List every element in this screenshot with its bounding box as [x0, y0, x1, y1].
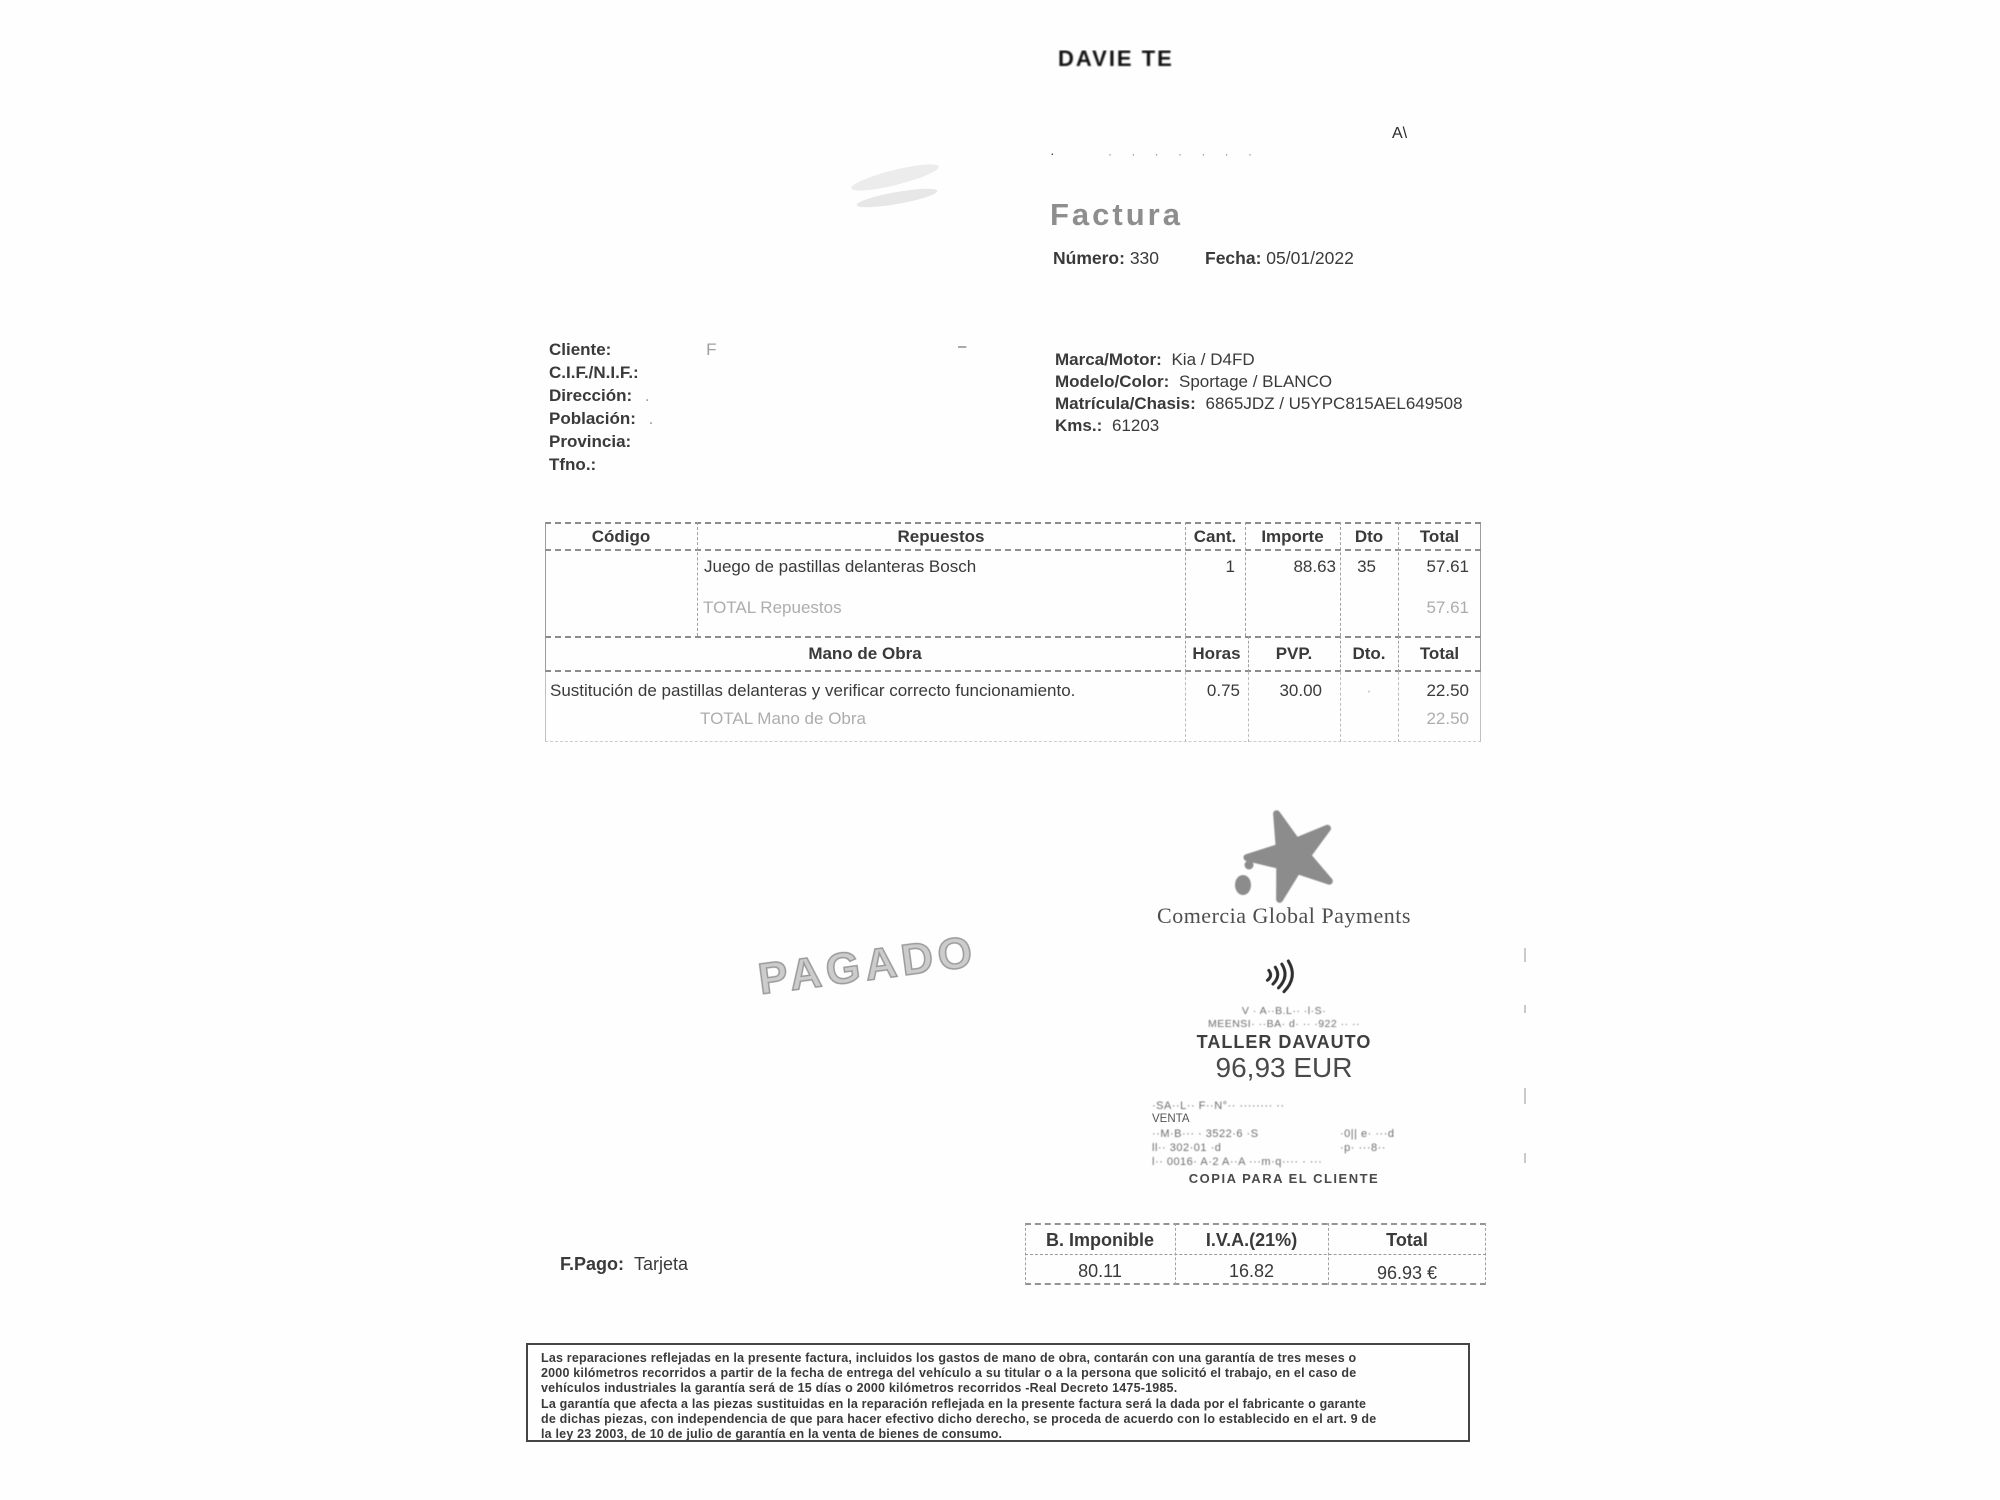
parts-header-codigo: Código — [591, 527, 651, 546]
client-label: C.I.F./N.I.F.: — [549, 363, 639, 382]
receipt-detail-line: ll·· 302·01 ·d — [1152, 1142, 1222, 1154]
client-row-tfno — [549, 455, 596, 475]
parts-header-dto: Dto — [1354, 527, 1384, 546]
labor-row-dto: · — [1366, 681, 1372, 700]
scan-artifact-tick — [1524, 948, 1526, 962]
labor-total-value: 22.50 — [1426, 709, 1469, 728]
legal-line: La garantía que afecta a las piezas sustituidas en la reparación reflejada en la presente factura será la dada por el fabricante o garante — [541, 1396, 1367, 1411]
receipt-detail-line: ··M·B··· · 3522·6 ·S — [1152, 1128, 1259, 1140]
vehicle-label: Marca/Motor: — [1055, 350, 1162, 369]
vehicle-label: Kms.: — [1055, 416, 1103, 435]
totals-header-underline — [1025, 1254, 1486, 1255]
client-value: . — [644, 386, 650, 405]
totals-value-iva: 16.82 — [1228, 1261, 1275, 1281]
labor-header-concept: Mano de Obra — [808, 644, 922, 663]
caixa-star-icon — [1222, 810, 1347, 910]
legal-footer-box — [526, 1343, 1470, 1442]
client-value: F — [706, 340, 717, 359]
payment-method-label: F.Pago: — [560, 1254, 625, 1274]
vehicle-label: Matrícula/Chasis: — [1055, 394, 1196, 413]
parts-header-repuestos: Repuestos — [897, 527, 985, 546]
client-label: Cliente: — [549, 340, 612, 359]
payment-method-value: Tarjeta — [634, 1254, 689, 1274]
payment-method — [560, 1254, 688, 1275]
invoice-title: Factura — [1050, 197, 1183, 232]
receipt-detail-line: ·0|| e· ···d — [1340, 1128, 1395, 1140]
parts-row-desc: Juego de pastillas delanteras Bosch — [704, 557, 977, 576]
totals-value-total: 96.93 € — [1376, 1263, 1438, 1283]
vehicle-value: Sportage / BLANCO — [1179, 372, 1333, 391]
legal-line: Las reparaciones reflejadas en la presente factura, incluidos los gastos de mano de obra, contarán con una garantía de tres meses o — [541, 1351, 1357, 1365]
labor-header-total: Total — [1419, 644, 1460, 663]
parts-row-qty: 1 — [1225, 557, 1235, 576]
client-row-direccion — [549, 386, 650, 406]
receipt-blur-line: V · A··B.L·· ·l·S· — [1241, 1005, 1327, 1017]
invoice-date — [1205, 248, 1354, 269]
vehicle-label: Modelo/Color: — [1055, 372, 1170, 391]
client-label: Población: — [549, 409, 636, 428]
parts-row-price: 88.63 — [1293, 557, 1336, 576]
invoice-date-value: 05/01/2022 — [1266, 248, 1354, 268]
receipt-detail-line: l·· 0016· A·2 A··A ···m·q···· · ··· — [1152, 1156, 1323, 1168]
vehicle-row-modelo — [1055, 372, 1332, 392]
legal-line: de dichas piezas, con independencia de que para hacer efectivo dicho derecho, se proceda de acuerdo con lo establecido en el art. 9 de — [541, 1411, 1377, 1426]
labor-total-label: TOTAL Mano de Obra — [700, 709, 866, 728]
vehicle-row-matricula — [1055, 394, 1463, 414]
scan-artifact-top-smudge — [1058, 50, 1200, 67]
invoice-date-label: Fecha: — [1205, 248, 1262, 268]
client-label: Provincia: — [549, 432, 632, 451]
receipt-merchant-name: TALLER DAVAUTO — [1196, 1032, 1372, 1052]
scan-artifact-tick — [1524, 1153, 1526, 1163]
vehicle-value: Kia / D4FD — [1171, 350, 1255, 369]
labor-header-pvp: PVP. — [1275, 644, 1313, 663]
client-row-cliente — [549, 340, 716, 360]
paid-stamp: PAGADO — [755, 926, 980, 1005]
client-label: Dirección: — [549, 386, 633, 405]
vehicle-row-kms — [1055, 416, 1159, 436]
client-value: . — [648, 409, 654, 428]
labor-row-desc: Sustitución de pastillas delanteras y verificar correcto funcionamiento. — [550, 681, 1076, 700]
scan-artifact-dash: – — [958, 338, 967, 355]
receipt-venta-line: VENTA — [1152, 1113, 1190, 1125]
receipt-copy-line: COPIA PARA EL CLIENTE — [1188, 1171, 1380, 1186]
parts-total-label: TOTAL Repuestos — [703, 598, 842, 617]
vehicle-row-marca — [1055, 350, 1255, 370]
receipt-detail-line: ·p· ···8·· — [1340, 1142, 1386, 1154]
vehicle-value: 6865JDZ / U5YPC815AEL649508 — [1205, 394, 1463, 413]
receipt-blur-line: MEENSI· ··BA· d· ·· ·922 ·· ·· — [1207, 1018, 1361, 1030]
legal-line: la ley 23 2003, de 10 de julio de garantía en la venta de bienes de consumo. — [541, 1427, 1003, 1442]
labor-header-dto: Dto. — [1352, 644, 1386, 663]
legal-line: vehículos industriales la garantía será de 15 días o 2000 kilómetros recorridos -Real Decreto 1475-1985. — [541, 1381, 1178, 1396]
totals-header-iva: I.V.A.(21%) — [1205, 1230, 1298, 1250]
letterhead-smudge-text: DAVIE TE — [1058, 50, 1174, 67]
scan-artifact-tick — [1524, 1088, 1526, 1104]
totals-header-total: Total — [1386, 1230, 1428, 1250]
client-row-poblacion — [549, 409, 653, 429]
labor-row-hours: 0.75 — [1206, 681, 1240, 700]
contactless-icon — [1257, 954, 1302, 999]
client-row-cif — [549, 363, 639, 383]
parts-row-dto: 35 — [1357, 557, 1376, 576]
scan-artifact-apostrophe: · — [1050, 145, 1055, 161]
totals-header-base: B. Imponible — [1046, 1230, 1154, 1250]
client-row-provincia — [549, 432, 631, 452]
labor-row-pvp: 30.00 — [1279, 681, 1322, 700]
payment-brand-name: Comercia Global Payments — [1157, 903, 1411, 928]
parts-total-value: 57.61 — [1426, 598, 1469, 617]
scan-artifact-dotted-line: · · · · · · · — [1108, 147, 1260, 161]
receipt-amount: 96,93 EUR — [1215, 1052, 1353, 1083]
invoice-number — [1053, 248, 1159, 269]
parts-header-importe: Importe — [1261, 527, 1324, 546]
parts-row-total: 57.61 — [1426, 557, 1469, 576]
legal-line: 2000 kilómetros recorridos a partir de la fecha de entrega del vehículo a su titular o a la persona que solicitó el trabajo, en el caso de — [541, 1366, 1357, 1381]
labor-header-horas: Horas — [1192, 644, 1241, 663]
totals-value-base: 80.11 — [1078, 1261, 1122, 1281]
invoice-number-value: 330 — [1129, 248, 1160, 268]
scan-artifact-corner-mark: A\ — [1392, 125, 1408, 142]
parts-header-cant: Cant. — [1193, 527, 1237, 546]
client-label: Tfno.: — [549, 455, 597, 474]
receipt-detail-line: ·SA··L·· F··N°·· ········ ·· — [1152, 1100, 1285, 1112]
labor-row-total: 22.50 — [1426, 681, 1469, 700]
invoice-number-label: Número: — [1053, 248, 1125, 268]
scan-artifact-tick — [1524, 1005, 1526, 1013]
vehicle-value: 61203 — [1111, 416, 1160, 435]
parts-header-total: Total — [1419, 527, 1460, 546]
